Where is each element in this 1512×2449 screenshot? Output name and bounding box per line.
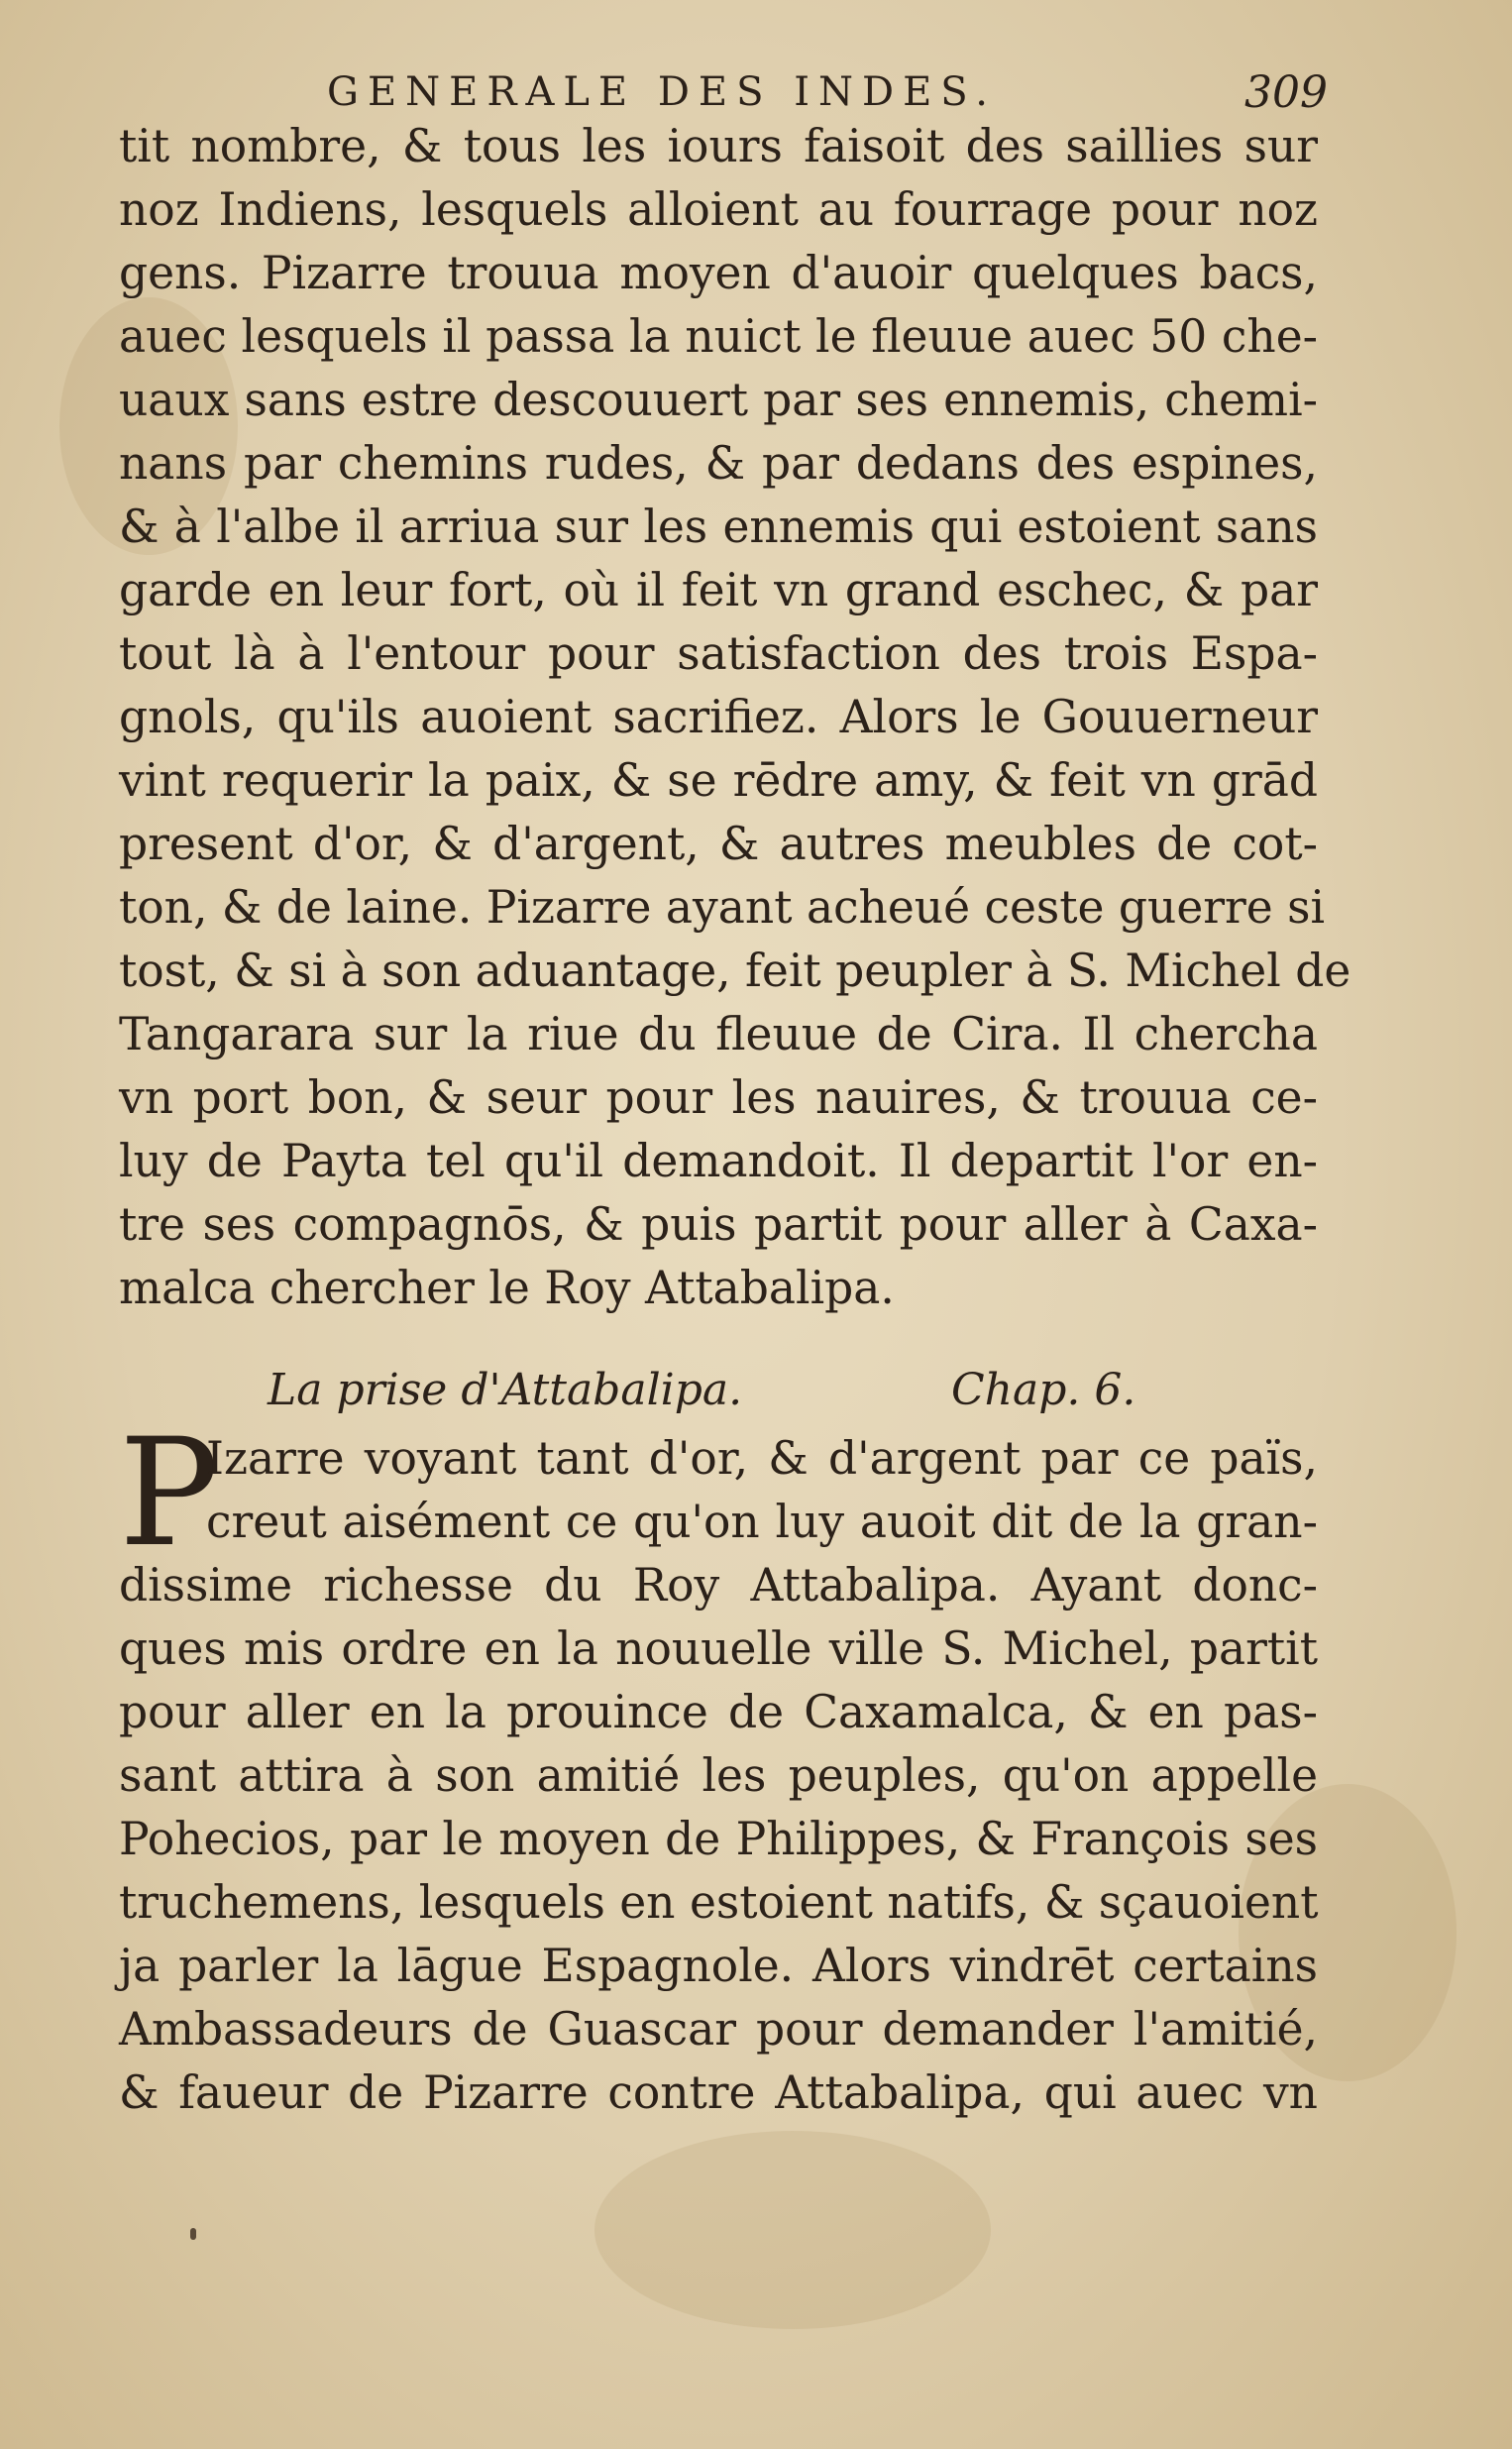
text-line: ton, & de laine. Pizarre ayant acheué ceste guerre si: [119, 881, 1326, 934]
text-line: noz Indiens, lesquels alloient au fourrage pour noz: [119, 183, 1318, 236]
text-line: Izarre voyant tant d'or, & d'argent par ce païs,: [206, 1432, 1318, 1485]
text-line: dissime richesse du Roy Attabalipa. Ayant donc-: [119, 1559, 1318, 1612]
text-line: & faueur de Pizarre contre Attabalipa, qui auec vn: [119, 2066, 1318, 2119]
text-line: tre ses compagnōs, & puis partit pour aller à Caxa-: [119, 1198, 1318, 1251]
chapter-number: Chap. 6.: [951, 1365, 1136, 1415]
chapter-heading: [268, 1358, 1159, 1423]
text-line: tost, & si à son aduantage, feit peupler à S. Michel de: [119, 945, 1351, 997]
paragraph-1: [119, 115, 1351, 1320]
text-line: pour aller en la prouince de Caxamalca, & en pas-: [119, 1686, 1318, 1738]
text-line: present d'or, & d'argent, & autres meubles de cot-: [119, 818, 1318, 870]
page-number: 309: [1244, 67, 1328, 118]
text-line: sant attira à son amitié les peuples, qu'on appelle: [119, 1749, 1318, 1802]
text-line: malca chercher le Roy Attabalipa.: [119, 1262, 895, 1314]
text-line: luy de Payta tel qu'il demandoit. Il departit l'or en-: [119, 1135, 1318, 1187]
chapter-title: La prise d'Attabalipa.: [268, 1365, 743, 1415]
text-line: auec lesquels il passa la nuict le fleuue auec 50 che-: [119, 310, 1318, 363]
text-line: Pohecios, par le moyen de Philippes, & François ses: [119, 1813, 1318, 1865]
text-line: garde en leur fort, où il feit vn grand eschec, & par: [119, 564, 1318, 616]
text-line: uaux sans estre descouuert par ses ennemis, chemi-: [119, 374, 1318, 426]
paragraph-2: [119, 1407, 1319, 2125]
running-head: [327, 61, 1348, 121]
ink-mark: [190, 2228, 196, 2240]
text-line: vn port bon, & seur pour les nauires, & trouua ce-: [119, 1071, 1318, 1124]
text-line: ja parler la lāgue Espagnole. Alors vindrēt certains: [119, 1940, 1318, 1992]
text-line: & à l'albe il arriua sur les ennemis qui estoient sans: [119, 501, 1318, 553]
text-line: vint requerir la paix, & se rēdre amy, & feit vn grād: [119, 754, 1318, 807]
text-line: gens. Pizarre trouua moyen d'auoir quelques bacs,: [119, 247, 1318, 299]
text-line: ques mis ordre en la nouuelle ville S. Michel, partit: [119, 1622, 1318, 1675]
text-line: nans par chemins rudes, & par dedans des espines,: [119, 437, 1318, 490]
paper-stain: [594, 2131, 991, 2329]
text-line: Tangarara sur la riue du fleuue de Cira. Il chercha: [119, 1008, 1318, 1060]
text-line: creut aisément ce qu'on luy auoit dit de la gran-: [206, 1496, 1318, 1548]
text-line: Ambassadeurs de Guascar pour demander l'amitié,: [119, 2003, 1318, 2056]
running-title: GENERALE DES INDES.: [327, 69, 997, 115]
text-line: tit nombre, & tous les iours faisoit des saillies sur: [119, 120, 1318, 172]
drop-cap: P: [119, 1407, 219, 1580]
text-line: truchemens, lesquels en estoient natifs, & sçauoient: [119, 1876, 1319, 1929]
text-line: gnols, qu'ils auoient sacrifiez. Alors le Gouuerneur: [119, 691, 1318, 743]
text-line: tout là à l'entour pour satisfaction des trois Espa-: [119, 627, 1318, 680]
